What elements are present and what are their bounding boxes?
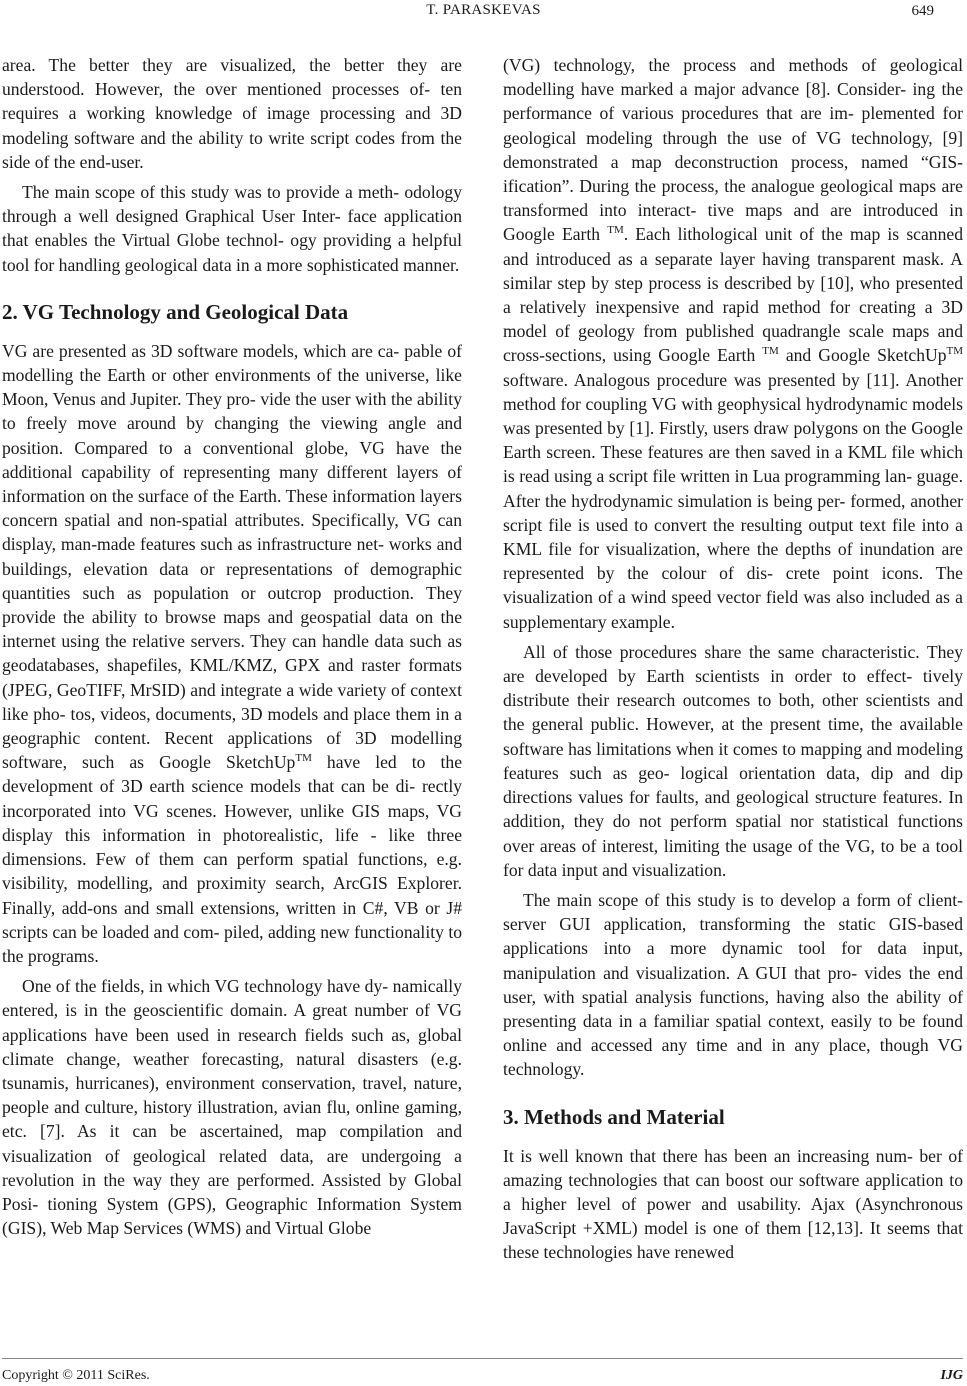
- paragraph: [2, 339, 462, 968]
- trademark-superscript: TM: [946, 345, 963, 358]
- paragraph: All of those procedures share the same characteristic. They are developed by Earth scientists in order to effect- tively distribute their research outcomes to both, other scientists and the general public. However, at the present time, the available software has limitations when it comes to mapping and modeling features such as geo- logical orientation data, dip and dip directions values for faults, and geological structure features. In addition, they do not perform spatial nor statistical functions over areas of interest, limiting the usage of the VG, to be a tool for data input and visualization.: [503, 641, 963, 880]
- paragraph: area. The better they are visualized, the better they are understood. However, the over mentioned processes of- ten requires a working knowledge of image processing and 3D modeling software and the ability to write script codes from the side of the end-user.: [2, 55, 462, 172]
- copyright-notice: Copyright © 2011 SciRes.: [2, 1368, 150, 1383]
- paragraph-text: VG are presented as 3D software models, which are ca- pable of modelling the Earth or other environments of the universe, like Moon, Venus and Jupiter. They pro- vide the user with the ability to freely move around by changing the viewing angle and position. Compared to a conventional globe, VG have the additional capability of representing many different layers of information on the surface of the Earth. These information layers concern spatial and non-spatial attributes. Specifically, VG can display, man-made features such as infrastructure net- works and buildings, elevation data or representations of demographic quantities such as population or outcrop production. They provide the ability to browse maps and geospatial data on the internet using the relative servers. They can handle data such as geodatabases, shapefiles, KML/KMZ, GPX and raster formats (JPEG, GeoTIFF, MrSID) and integrate a wide variety of context like pho- tos, videos, documents, 3D models and place them in a geographic content. Recent applications of 3D modelling software, such as Google SketchUp: [2, 340, 462, 773]
- running-title: T. PARASKEVAS: [426, 2, 541, 18]
- paragraph-text: software. Analogous procedure was presented by [11]. Another method for coupling VG with geophysical hydrodynamic models was presented by [1]. Firstly, users draw polygons on the Google Earth screen. These features are then saved in a KML file which is read using a script file written in Lua programming lan- guage. After the hydrodynamic simulation is being per- formed, another script file is used to convert the resulting output text file into a KML file for visualization, where the depths of inundation are represented by the colour of dis- crete point icons. The visualization of a wind speed vector field was also included as a supplementary example.: [503, 369, 963, 632]
- paragraph: One of the fields, in which VG technology have dy- namically entered, is in the geoscientific domain. A great number of VG applications have been used in research fields such as, global climate change, weather forecasting, natural disasters (e.g. tsunamis, hurricanes), environment conservation, travel, nature, people and culture, history illustration, avian flu, online gaming, etc. [7]. As it can be ascertained, map compilation and visualization of geological related data, are undergoing a revolution in the way they are performed. Assisted by Global Posi- tioning System (GPS), Geographic Information System (GIS), Web Map Services (WMS) and Virtual Globe: [2, 976, 462, 1239]
- right-column: [503, 53, 963, 1265]
- page-footer: [2, 1358, 963, 1384]
- paragraph-text: (VG) technology, the process and methods of geological modelling have marked a major advance [8]. Consider- ing the performance of various procedures that are im- plemented for geological modeling through the use of VG technology, [9] demonstrated a map deconstruction process, named “GIS-ification”. During the process, the analogue geological maps are transformed into interact- tive maps and are introduced in Google Earth: [503, 55, 963, 245]
- section-heading: 2. VG Technology and Geological Data: [2, 299, 349, 324]
- paragraph-text: and Google SketchUp: [778, 345, 947, 366]
- journal-abbreviation: IJG: [940, 1368, 963, 1383]
- trademark-superscript: TM: [607, 224, 624, 237]
- paragraph-text: have led to the development of 3D earth science models that can be di- rectly incorporated into VG scenes. However, unlike GIS maps, VG display this information in photorealistic, life - like three dimensions. Few of them can perform spatial functions, e.g. visibility, modelling, and proximity search, ArcGIS Explorer. Finally, add-ons and small extensions, written in C#, VB or J# scripts can be loaded and com- piled, adding new functionality to the programs.: [2, 752, 463, 966]
- section-heading: 3. Methods and Material: [503, 1104, 725, 1129]
- paragraph: The main scope of this study is to develop a form of client-server GUI application, transforming the static GIS-based applications into a more dynamic tool for data input, manipulation and visualization. A GUI that pro- vides the end user, with spatial analysis functions, having also the ability of presenting data in a familiar spatial context, easily to be found online and accessed any time and in any place, though VG technology.: [503, 889, 963, 1080]
- page-number: 649: [911, 3, 934, 19]
- trademark-superscript: TM: [295, 752, 312, 765]
- trademark-superscript: TM: [762, 345, 779, 358]
- left-column: [2, 53, 462, 1240]
- paragraph: The main scope of this study was to provide a meth- odology through a well designed Graphical User Inter- face application that enables the Virtual Globe technol- ogy providing a helpful tool for handling geological data in a more sophisticated manner.: [2, 182, 462, 275]
- paragraph: [503, 53, 963, 634]
- paragraph-text: . Each lithological unit of the map is scanned and introduced as a separate layer having transparent mask. A similar step by step process is described by [10], who presented a relatively inexpensive and rapid method for creating a 3D model of geology from published quadrangle scale maps and cross-sections, using Google Earth: [503, 224, 963, 366]
- paragraph: It is well known that there has been an increasing num- ber of amazing technologies that can boost our software application to a higher level of power and usability. Ajax (Asynchronous JavaScript +XML) model is one of them [12,13]. It seems that these technologies have renewed: [503, 1145, 963, 1263]
